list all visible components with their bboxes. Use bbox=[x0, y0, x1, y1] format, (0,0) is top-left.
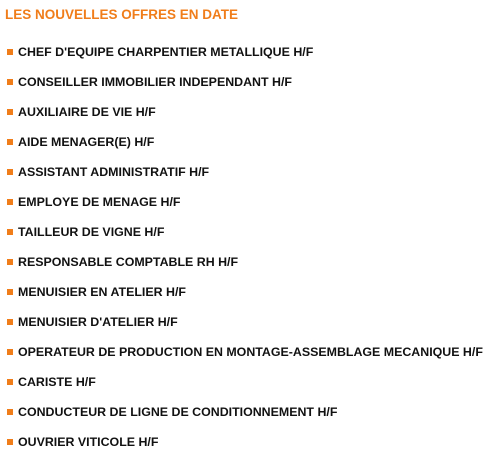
offer-link[interactable]: MENUISIER D'ATELIER H/F bbox=[18, 315, 178, 329]
list-item bbox=[0, 37, 483, 67]
list-item bbox=[0, 427, 483, 457]
offer-link[interactable]: OUVRIER VITICOLE H/F bbox=[18, 435, 159, 449]
offer-link[interactable]: AIDE MENAGER(E) H/F bbox=[18, 135, 155, 149]
square-bullet-icon bbox=[7, 439, 13, 445]
list-item bbox=[0, 97, 483, 127]
square-bullet-icon bbox=[7, 319, 13, 325]
list-item bbox=[0, 157, 483, 187]
square-bullet-icon bbox=[7, 409, 13, 415]
offer-link[interactable]: ASSISTANT ADMINISTRATIF H/F bbox=[18, 165, 210, 179]
offer-list bbox=[0, 37, 483, 457]
list-item bbox=[0, 397, 483, 427]
square-bullet-icon bbox=[7, 49, 13, 55]
list-item bbox=[0, 367, 483, 397]
offer-link[interactable]: MENUISIER EN ATELIER H/F bbox=[18, 285, 186, 299]
list-item bbox=[0, 217, 483, 247]
offer-link[interactable]: TAILLEUR DE VIGNE H/F bbox=[18, 225, 165, 239]
square-bullet-icon bbox=[7, 199, 13, 205]
list-item bbox=[0, 67, 483, 97]
section-title: LES NOUVELLES OFFRES EN DATE bbox=[5, 7, 239, 22]
square-bullet-icon bbox=[7, 109, 13, 115]
list-item bbox=[0, 187, 483, 217]
offer-link[interactable]: RESPONSABLE COMPTABLE RH H/F bbox=[18, 255, 239, 269]
offer-link[interactable]: CHEF D'EQUIPE CHARPENTIER METALLIQUE H/F bbox=[18, 45, 314, 59]
square-bullet-icon bbox=[7, 379, 13, 385]
offer-link[interactable]: EMPLOYE DE MENAGE H/F bbox=[18, 195, 181, 209]
list-item bbox=[0, 277, 483, 307]
offer-link[interactable]: CONDUCTEUR DE LIGNE DE CONDITIONNEMENT H/F bbox=[18, 405, 338, 419]
list-item bbox=[0, 127, 483, 157]
offer-link[interactable]: AUXILIAIRE DE VIE H/F bbox=[18, 105, 156, 119]
list-item bbox=[0, 337, 483, 367]
square-bullet-icon bbox=[7, 169, 13, 175]
square-bullet-icon bbox=[7, 289, 13, 295]
list-item bbox=[0, 247, 483, 277]
square-bullet-icon bbox=[7, 259, 13, 265]
square-bullet-icon bbox=[7, 139, 13, 145]
offer-link[interactable]: OPERATEUR DE PRODUCTION EN MONTAGE-ASSEMBLAGE MECANIQUE H/F bbox=[18, 345, 483, 359]
offer-link[interactable]: CONSEILLER IMMOBILIER INDEPENDANT H/F bbox=[18, 75, 292, 89]
offer-link[interactable]: CARISTE H/F bbox=[18, 375, 96, 389]
square-bullet-icon bbox=[7, 349, 13, 355]
square-bullet-icon bbox=[7, 79, 13, 85]
list-item bbox=[0, 307, 483, 337]
square-bullet-icon bbox=[7, 229, 13, 235]
